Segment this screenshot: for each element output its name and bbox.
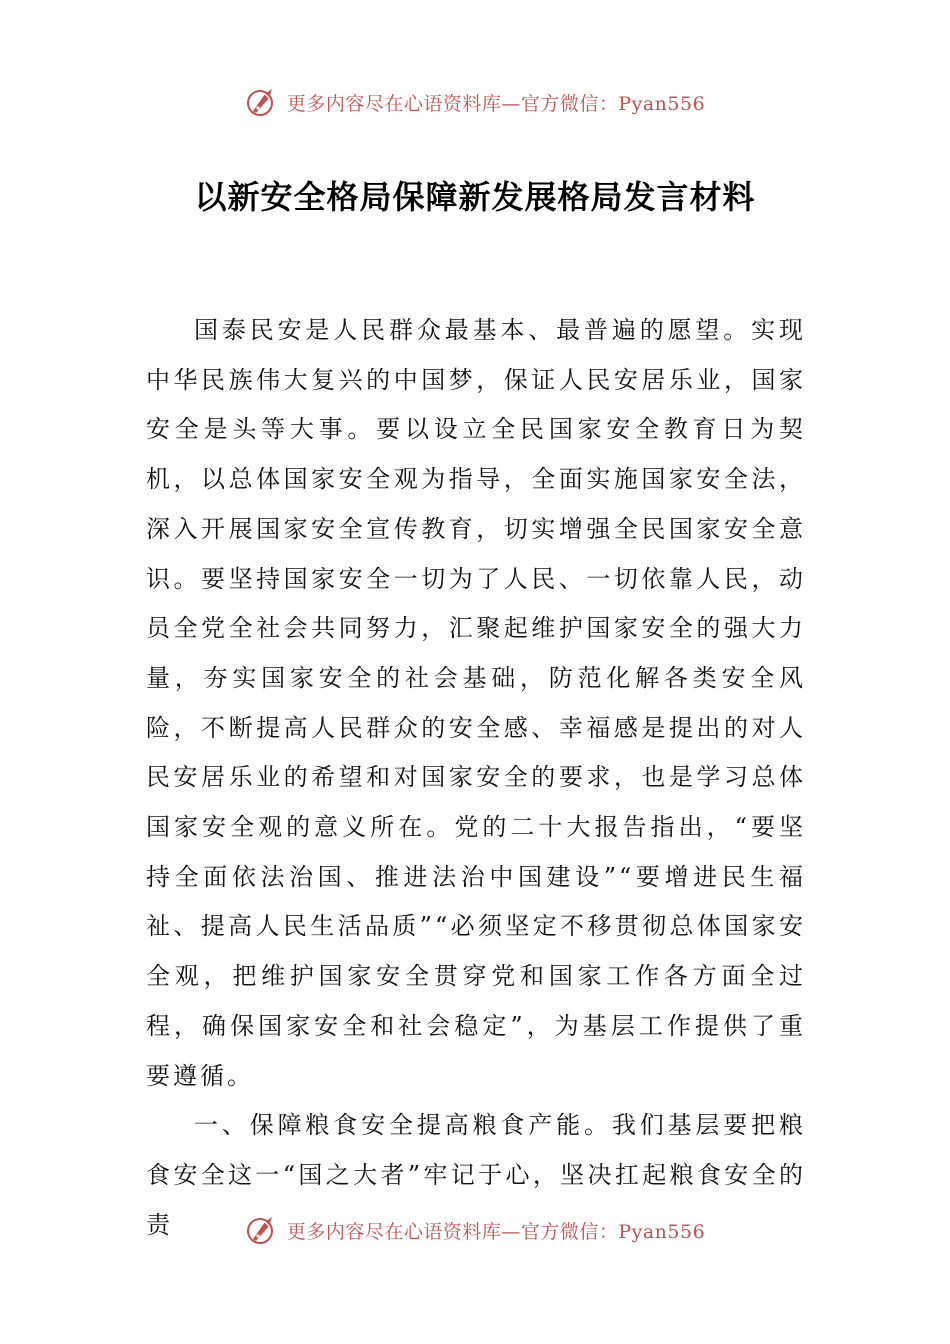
document-title: 以新安全格局保障新发展格局发言材料	[194, 178, 756, 216]
header-watermark-banner	[0, 80, 950, 124]
document-body	[146, 306, 806, 1250]
body-paragraph: 国泰民安是人民群众最基本、最普遍的愿望。实现中华民族伟大复兴的中国梦，保证人民安居乐业，国家安全是头等大事。要以设立全民国家安全教育日为契机，以总体国家安全观为指导，全面实施国家安全法，深入开展国家安全宣传教育，切实增强全民国家安全意识。要坚持国家安全一切为了人民、一切依靠人民，动员全党全社会共同努力，汇聚起维护国家安全的强大力量，夯实国家安全的社会基础，防范化解各类安全风险，不断提高人民群众的安全感、幸福感是提出的对人民安居乐业的希望和对国家安全的要求，也是学习总体国家安全观的意义所在。党的二十大报告指出，“要坚持全面依法治国、推进法治中国建设”“要增进民生福祉、提高人民生活品质”“必须坚定不移贯彻总体国家安全观，把维护国家安全贯穿党和国家工作各方面全过程，确保国家安全和社会稳定”，为基层工作提供了重要遵循。	[146, 316, 806, 1090]
footer-watermark-text: 更多内容尽在心语资料库—官方微信：Pyan556	[286, 1220, 706, 1243]
pen-nib-logo-icon	[245, 85, 279, 119]
header-watermark-text: 更多内容尽在心语资料库—官方微信：Pyan556	[286, 92, 706, 115]
body-paragraph: 一、保障粮食安全提高粮食产能。我们基层要把粮食安全这一“国之大者”牢记于心，坚决扛起粮食安全的责	[146, 1111, 806, 1239]
footer-watermark-banner	[0, 1208, 950, 1252]
pen-nib-logo-icon	[245, 1213, 279, 1247]
